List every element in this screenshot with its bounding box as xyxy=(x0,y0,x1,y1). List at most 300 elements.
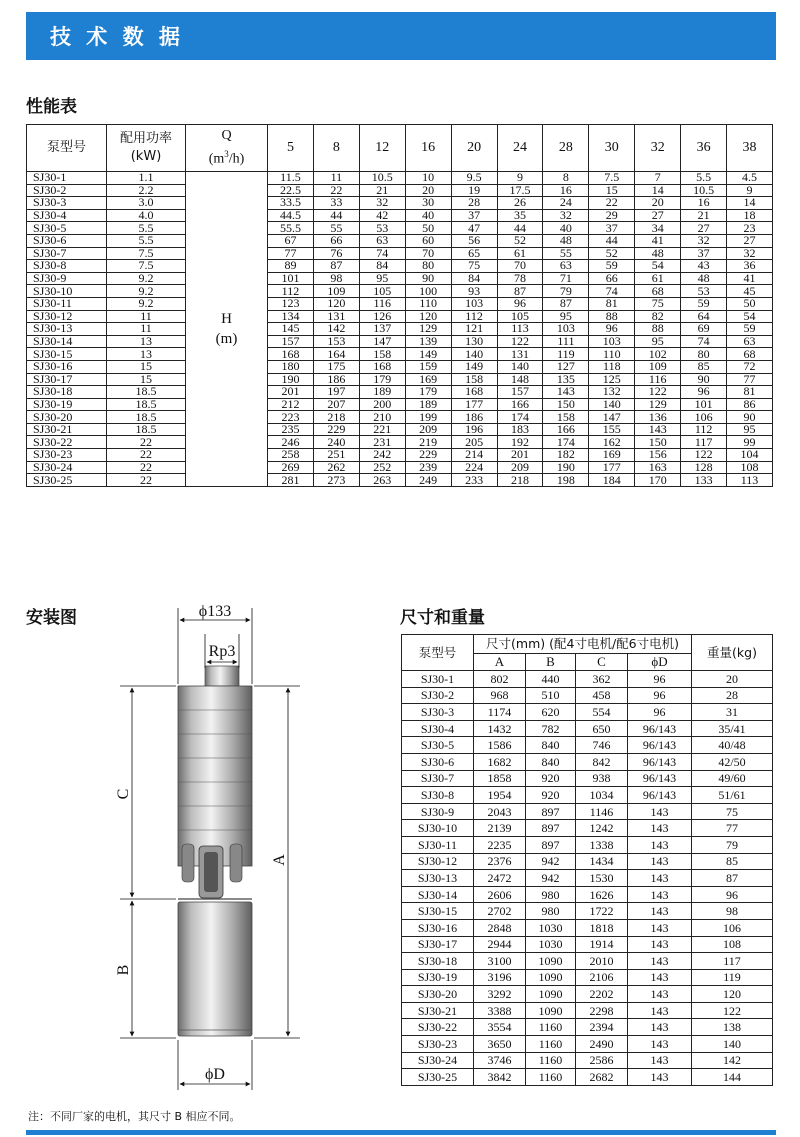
cell-head: 18 xyxy=(727,209,773,222)
cell-head: 37 xyxy=(451,209,497,222)
cell-weight: 75 xyxy=(692,803,773,820)
cell-head: 14 xyxy=(635,184,681,197)
cell-head: 11.5 xyxy=(268,172,314,185)
cell-head: 183 xyxy=(497,423,543,436)
cell-head: 82 xyxy=(635,310,681,323)
cell-dim-d: 143 xyxy=(628,836,692,853)
cell-dim-c: 1914 xyxy=(576,936,628,953)
table-row xyxy=(27,285,773,298)
cell-head: 90 xyxy=(681,373,727,386)
cell-head: 95 xyxy=(543,310,589,323)
cell-model: SJ30-18 xyxy=(402,953,474,970)
cell-head: 53 xyxy=(359,222,405,235)
cell-head: 47 xyxy=(451,222,497,235)
cell-model: SJ30-9 xyxy=(402,803,474,820)
cell-head: 249 xyxy=(405,474,451,487)
cell-head: 100 xyxy=(405,285,451,298)
cell-head: 32 xyxy=(543,209,589,222)
cell-head: 221 xyxy=(359,423,405,436)
cell-head: 219 xyxy=(405,436,451,449)
cell-dim-c: 1034 xyxy=(576,787,628,804)
cell-head: 121 xyxy=(451,323,497,336)
cell-head: 75 xyxy=(635,297,681,310)
cell-head: 63 xyxy=(543,260,589,273)
cell-head: 149 xyxy=(405,348,451,361)
col-header-flow-value: 28 xyxy=(543,125,589,172)
cell-power: 15 xyxy=(107,373,186,386)
cell-head: 35 xyxy=(497,209,543,222)
table-row xyxy=(27,398,773,411)
cell-head: 96 xyxy=(589,323,635,336)
cell-head: 89 xyxy=(268,260,314,273)
col-header-flow-value: 8 xyxy=(313,125,359,172)
cell-dim-d: 143 xyxy=(628,886,692,903)
cell-power: 11 xyxy=(107,323,186,336)
cell-head: 59 xyxy=(727,323,773,336)
cell-head: 196 xyxy=(451,423,497,436)
cell-dim-a: 968 xyxy=(474,687,526,704)
cell-model: SJ30-12 xyxy=(402,853,474,870)
cell-model: SJ30-6 xyxy=(27,234,107,247)
cell-head: 11 xyxy=(313,172,359,185)
cell-power: 18.5 xyxy=(107,386,186,399)
cell-head: 33 xyxy=(313,197,359,210)
cell-weight: 108 xyxy=(692,936,773,953)
cell-head: 37 xyxy=(589,222,635,235)
table-row xyxy=(402,671,773,688)
cell-head: 201 xyxy=(268,386,314,399)
cell-head: 140 xyxy=(451,348,497,361)
cell-head: 190 xyxy=(268,373,314,386)
cell-head: 69 xyxy=(681,323,727,336)
cell-weight: 144 xyxy=(692,1069,773,1086)
cell-head: 166 xyxy=(497,398,543,411)
cell-dim-c: 1146 xyxy=(576,803,628,820)
cell-head: 102 xyxy=(635,348,681,361)
cell-dim-c: 1434 xyxy=(576,853,628,870)
cell-head: 273 xyxy=(313,474,359,487)
cell-head: 96 xyxy=(681,386,727,399)
cell-head: 177 xyxy=(589,461,635,474)
cell-weight: 120 xyxy=(692,986,773,1003)
cell-dim-b: 897 xyxy=(526,820,576,837)
cell-head: 74 xyxy=(359,247,405,260)
performance-table xyxy=(26,124,773,487)
cell-head: 86 xyxy=(727,398,773,411)
cell-model: SJ30-22 xyxy=(27,436,107,449)
cell-head: 231 xyxy=(359,436,405,449)
cell-dim-b: 920 xyxy=(526,787,576,804)
table-row xyxy=(402,853,773,870)
cell-dim-d: 143 xyxy=(628,1036,692,1053)
performance-section-title: 性能表 xyxy=(26,97,77,117)
cell-head: 224 xyxy=(451,461,497,474)
cell-head: 44 xyxy=(497,222,543,235)
table-row xyxy=(27,222,773,235)
footnote: 注：不同厂家的电机，其尺寸 B 相应不同。 xyxy=(28,1110,241,1123)
col-header-flow-value: 5 xyxy=(268,125,314,172)
table-row xyxy=(27,272,773,285)
cell-dim-a: 2139 xyxy=(474,820,526,837)
cell-model: SJ30-10 xyxy=(402,820,474,837)
cell-head: 169 xyxy=(589,449,635,462)
cell-head: 125 xyxy=(589,373,635,386)
cell-head: 108 xyxy=(727,461,773,474)
cell-power: 22 xyxy=(107,449,186,462)
col-header-flow-value: 38 xyxy=(727,125,773,172)
cell-head: 242 xyxy=(359,449,405,462)
cell-dim-a: 2376 xyxy=(474,853,526,870)
flow-header-unit-pre: (m xyxy=(208,151,225,167)
cell-head: 7 xyxy=(635,172,681,185)
cell-head: 63 xyxy=(359,234,405,247)
table-row xyxy=(402,936,773,953)
cell-model: SJ30-8 xyxy=(27,260,107,273)
cell-head: 48 xyxy=(635,247,681,260)
dims-col-header-weight: 重量(kg) xyxy=(692,635,773,671)
cell-head: 170 xyxy=(635,474,681,487)
table-row xyxy=(402,820,773,837)
cell-model: SJ30-14 xyxy=(402,886,474,903)
col-header-flow xyxy=(186,125,268,172)
cell-head: 5.5 xyxy=(681,172,727,185)
cell-power: 9.2 xyxy=(107,285,186,298)
cell-head: 90 xyxy=(727,411,773,424)
cell-head: 189 xyxy=(405,398,451,411)
cell-head: 43 xyxy=(681,260,727,273)
cell-dim-d: 143 xyxy=(628,1002,692,1019)
cell-head: 168 xyxy=(451,386,497,399)
cell-head: 42 xyxy=(359,209,405,222)
cell-head: 55.5 xyxy=(268,222,314,235)
cell-head: 179 xyxy=(359,373,405,386)
cell-model: SJ30-23 xyxy=(27,449,107,462)
cell-dim-a: 1858 xyxy=(474,770,526,787)
cell-dim-a: 2235 xyxy=(474,836,526,853)
cell-weight: 106 xyxy=(692,919,773,936)
cell-head: 252 xyxy=(359,461,405,474)
cell-head: 246 xyxy=(268,436,314,449)
pump-body xyxy=(178,666,252,1036)
cell-dim-d: 96/143 xyxy=(628,753,692,770)
cell-head: 34 xyxy=(635,222,681,235)
col-header-flow-value: 24 xyxy=(497,125,543,172)
cell-head: 229 xyxy=(405,449,451,462)
cell-model: SJ30-4 xyxy=(402,720,474,737)
cell-power: 22 xyxy=(107,461,186,474)
cell-model: SJ30-2 xyxy=(27,184,107,197)
cell-dim-d: 143 xyxy=(628,1019,692,1036)
cell-head: 26 xyxy=(497,197,543,210)
cell-head: 41 xyxy=(635,234,681,247)
cell-model: SJ30-1 xyxy=(402,671,474,688)
cell-head: 120 xyxy=(405,310,451,323)
cell-head: 77 xyxy=(268,247,314,260)
table-row xyxy=(402,1002,773,1019)
cell-head: 70 xyxy=(497,260,543,273)
cell-head: 209 xyxy=(497,461,543,474)
cell-head: 179 xyxy=(405,386,451,399)
cell-head: 59 xyxy=(681,297,727,310)
cell-dim-a: 2472 xyxy=(474,870,526,887)
cell-head: 85 xyxy=(681,360,727,373)
cell-weight: 122 xyxy=(692,1002,773,1019)
cell-head: 105 xyxy=(497,310,543,323)
cell-head: 126 xyxy=(359,310,405,323)
cell-dim-d: 143 xyxy=(628,803,692,820)
cell-weight: 87 xyxy=(692,870,773,887)
cell-head: 240 xyxy=(313,436,359,449)
cell-dim-a: 1174 xyxy=(474,704,526,721)
cell-head: 199 xyxy=(405,411,451,424)
flow-header-q: Q xyxy=(221,128,232,144)
cell-head: 65 xyxy=(451,247,497,260)
cell-dim-c: 1530 xyxy=(576,870,628,887)
cell-head: 174 xyxy=(543,436,589,449)
cell-dim-b: 840 xyxy=(526,753,576,770)
cell-dim-b: 1160 xyxy=(526,1019,576,1036)
cell-head: 149 xyxy=(451,360,497,373)
cell-weight: 96 xyxy=(692,886,773,903)
cell-head: 180 xyxy=(268,360,314,373)
cell-head: 79 xyxy=(543,285,589,298)
cell-head: 27 xyxy=(681,222,727,235)
cell-head: 133 xyxy=(681,474,727,487)
cell-head: 116 xyxy=(635,373,681,386)
cell-head: 80 xyxy=(681,348,727,361)
cell-head: 101 xyxy=(681,398,727,411)
cell-head: 77 xyxy=(727,373,773,386)
cell-dim-b: 1160 xyxy=(526,1069,576,1086)
cell-head: 120 xyxy=(313,297,359,310)
cell-dim-d: 96/143 xyxy=(628,787,692,804)
table-row xyxy=(402,1036,773,1053)
cell-head: 106 xyxy=(681,411,727,424)
cell-model: SJ30-8 xyxy=(402,787,474,804)
banner-title: 技 术 数 据 xyxy=(50,25,184,49)
cell-dim-a: 3842 xyxy=(474,1069,526,1086)
cell-power: 22 xyxy=(107,436,186,449)
table-row xyxy=(27,360,773,373)
cell-head: 116 xyxy=(359,297,405,310)
cell-head: 59 xyxy=(589,260,635,273)
cell-head: 229 xyxy=(313,423,359,436)
cell-weight: 142 xyxy=(692,1052,773,1069)
cell-head: 32 xyxy=(681,234,727,247)
cell-model: SJ30-16 xyxy=(402,919,474,936)
cell-model: SJ30-19 xyxy=(27,398,107,411)
cell-dim-c: 842 xyxy=(576,753,628,770)
flow-header-unit-sup: 3 xyxy=(224,149,229,160)
flow-header-unit-post: /h) xyxy=(228,151,245,167)
cell-dim-b: 942 xyxy=(526,853,576,870)
cell-model: SJ30-9 xyxy=(27,272,107,285)
cell-dim-b: 1090 xyxy=(526,969,576,986)
dims-col-header-model: 泵型号 xyxy=(402,635,474,671)
install-section-title: 安装图 xyxy=(26,608,77,628)
table-row xyxy=(27,172,773,185)
cell-head: 32 xyxy=(359,197,405,210)
cell-dim-a: 802 xyxy=(474,671,526,688)
dims-subcol-header: ϕD xyxy=(628,654,692,671)
cell-head: 8 xyxy=(543,172,589,185)
cell-dim-d: 96 xyxy=(628,687,692,704)
cell-weight: 138 xyxy=(692,1019,773,1036)
cell-head: 84 xyxy=(451,272,497,285)
cell-dim-b: 980 xyxy=(526,886,576,903)
cell-head: 156 xyxy=(635,449,681,462)
cell-head: 233 xyxy=(451,474,497,487)
cell-head: 101 xyxy=(268,272,314,285)
cell-head: 168 xyxy=(268,348,314,361)
cell-model: SJ30-15 xyxy=(402,903,474,920)
cell-model: SJ30-13 xyxy=(27,323,107,336)
cell-weight: 49/60 xyxy=(692,770,773,787)
cell-head: 209 xyxy=(405,423,451,436)
col-header-power xyxy=(107,125,186,172)
cell-head: 131 xyxy=(313,310,359,323)
cell-head: 10.5 xyxy=(359,172,405,185)
col-header-flow-value: 32 xyxy=(635,125,681,172)
cell-weight: 20 xyxy=(692,671,773,688)
cell-head: 119 xyxy=(543,348,589,361)
cell-head: 48 xyxy=(681,272,727,285)
cell-head: 14 xyxy=(727,197,773,210)
cell-head: 27 xyxy=(635,209,681,222)
cell-model: SJ30-13 xyxy=(402,870,474,887)
cell-head: 87 xyxy=(543,297,589,310)
table-row xyxy=(27,436,773,449)
cell-head: 139 xyxy=(405,335,451,348)
table-row xyxy=(27,449,773,462)
cell-head: 166 xyxy=(543,423,589,436)
cell-head: 54 xyxy=(635,260,681,273)
power-header-line1: 配用功率 xyxy=(119,131,172,146)
cell-model: SJ30-10 xyxy=(27,285,107,298)
cell-head: 112 xyxy=(451,310,497,323)
cell-dim-c: 938 xyxy=(576,770,628,787)
cell-dim-a: 3292 xyxy=(474,986,526,1003)
cell-head: 134 xyxy=(268,310,314,323)
label-phi133: ϕ133 xyxy=(198,603,232,620)
cell-head: 212 xyxy=(268,398,314,411)
cell-head: 52 xyxy=(497,234,543,247)
cell-dim-b: 440 xyxy=(526,671,576,688)
cell-head: 127 xyxy=(543,360,589,373)
cell-head: 117 xyxy=(681,436,727,449)
cell-head: 72 xyxy=(727,360,773,373)
cell-dim-d: 96/143 xyxy=(628,770,692,787)
cell-head: 223 xyxy=(268,411,314,424)
cell-head: 205 xyxy=(451,436,497,449)
cell-model: SJ30-22 xyxy=(402,1019,474,1036)
cell-dim-a: 2944 xyxy=(474,936,526,953)
cell-head: 122 xyxy=(497,335,543,348)
performance-header-row xyxy=(27,125,773,172)
cell-dim-a: 3554 xyxy=(474,1019,526,1036)
cell-dim-c: 1242 xyxy=(576,820,628,837)
cell-head: 75 xyxy=(451,260,497,273)
cell-head: 103 xyxy=(589,335,635,348)
cell-head: 81 xyxy=(589,297,635,310)
cell-weight: 98 xyxy=(692,903,773,920)
cell-dim-b: 1090 xyxy=(526,953,576,970)
cell-head: 64 xyxy=(681,310,727,323)
table-row xyxy=(402,770,773,787)
cell-head: 22 xyxy=(313,184,359,197)
cell-power: 18.5 xyxy=(107,398,186,411)
cell-head: 239 xyxy=(405,461,451,474)
cell-head: 262 xyxy=(313,461,359,474)
cell-power: 11 xyxy=(107,310,186,323)
cell-head: 177 xyxy=(451,398,497,411)
cell-power: 9.2 xyxy=(107,297,186,310)
cell-head: 258 xyxy=(268,449,314,462)
table-row xyxy=(402,720,773,737)
cell-head: 66 xyxy=(313,234,359,247)
cell-head: 130 xyxy=(451,335,497,348)
cell-head: 201 xyxy=(497,449,543,462)
cell-model: SJ30-21 xyxy=(27,423,107,436)
cell-head: 81 xyxy=(727,386,773,399)
cell-head: 45 xyxy=(727,285,773,298)
cell-head: 7.5 xyxy=(589,172,635,185)
head-column-label xyxy=(186,172,268,487)
cell-model: SJ30-25 xyxy=(27,474,107,487)
cell-weight: 140 xyxy=(692,1036,773,1053)
footer-bar xyxy=(26,1130,776,1135)
cell-head: 16 xyxy=(681,197,727,210)
table-row xyxy=(402,704,773,721)
cell-head: 29 xyxy=(589,209,635,222)
cell-power: 3.0 xyxy=(107,197,186,210)
cell-dim-c: 2010 xyxy=(576,953,628,970)
cell-head: 174 xyxy=(497,411,543,424)
cell-head: 71 xyxy=(543,272,589,285)
cell-model: SJ30-5 xyxy=(27,222,107,235)
table-row xyxy=(402,737,773,754)
cell-head: 44 xyxy=(313,209,359,222)
cell-head: 20 xyxy=(405,184,451,197)
cell-head: 52 xyxy=(589,247,635,260)
cell-head: 30 xyxy=(405,197,451,210)
cell-head: 155 xyxy=(589,423,635,436)
cell-power: 7.5 xyxy=(107,260,186,273)
cell-head: 143 xyxy=(635,423,681,436)
cell-head: 90 xyxy=(405,272,451,285)
cell-head: 40 xyxy=(543,222,589,235)
cell-dim-b: 510 xyxy=(526,687,576,704)
cell-power: 18.5 xyxy=(107,411,186,424)
cell-head: 15 xyxy=(589,184,635,197)
cell-head: 70 xyxy=(405,247,451,260)
cell-head: 76 xyxy=(313,247,359,260)
cell-weight: 77 xyxy=(692,820,773,837)
cell-model: SJ30-3 xyxy=(402,704,474,721)
cell-dim-a: 3196 xyxy=(474,969,526,986)
cell-head: 87 xyxy=(497,285,543,298)
cell-head: 162 xyxy=(589,436,635,449)
cell-head: 150 xyxy=(543,398,589,411)
cell-weight: 85 xyxy=(692,853,773,870)
cell-head: 95 xyxy=(727,423,773,436)
cell-power: 5.5 xyxy=(107,222,186,235)
cell-dim-c: 2298 xyxy=(576,1002,628,1019)
cell-model: SJ30-16 xyxy=(27,360,107,373)
cell-dim-a: 1432 xyxy=(474,720,526,737)
cell-dim-c: 2490 xyxy=(576,1036,628,1053)
cell-weight: 117 xyxy=(692,953,773,970)
